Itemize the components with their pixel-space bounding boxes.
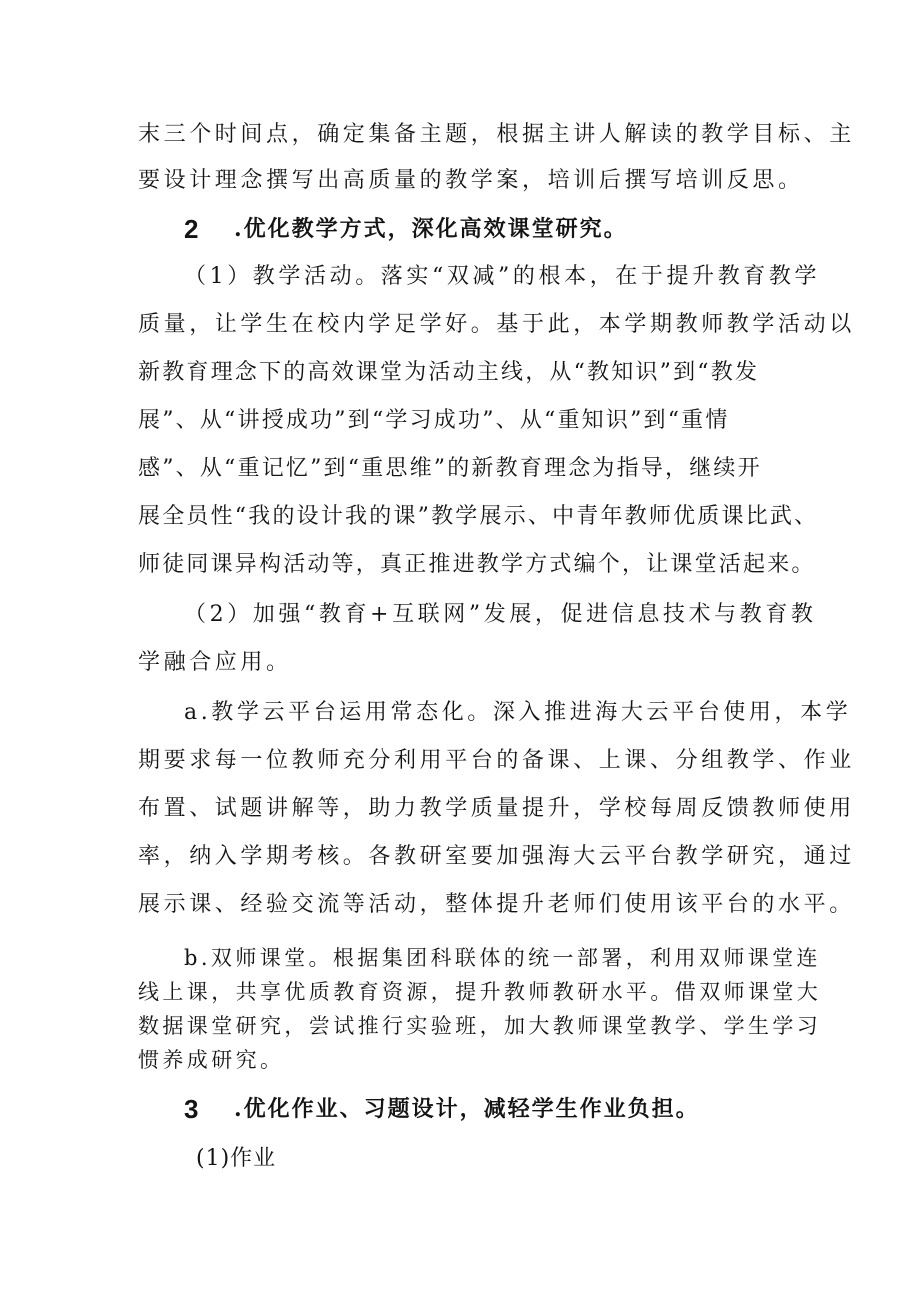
section-number: 3 (184, 1094, 201, 1124)
paragraph-line: 质量，让学生在校内学足学好。基于此，本学期教师教学活动以 (138, 312, 855, 337)
paragraph-line: 期要求每一位教师充分利用平台的备课、上课、分组教学、作业 (138, 748, 855, 773)
paragraph-line: 展示课、经验交流等活动，整体提升老师们使用该平台的水平。 (138, 892, 855, 917)
paragraph-line: 学融合应用。 (138, 650, 292, 675)
section-title: .优化教学方式，深化高效课堂研究。 (234, 216, 628, 242)
paragraph-line: 末三个时间点，确定集备主题，根据主讲人解读的教学目标、主 (138, 122, 855, 147)
section-number: 2 (184, 214, 201, 244)
section-heading-2 (0, 214, 920, 244)
paragraph-line: （2）加强“教育+互联网”发展，促进信息技术与教育教 (184, 602, 817, 627)
paragraph-line: 展全员性“我的设计我的课”教学展示、中青年教师优质课比武、 (138, 504, 819, 529)
paragraph-line: a.教学云平台运用常态化。深入推进海大云平台使用，本学 (184, 700, 852, 725)
paragraph-line: 感”、从“重记忆”到“重思维”的新教育理念为指导，继续开 (138, 456, 762, 481)
paragraph-line: b.双师课堂。根据集团科联体的统一部署，利用双师课堂连 (184, 946, 821, 970)
paragraph-line: 展”、从“讲授成功”到“学习成功”、从“重知识”到“重情 (138, 408, 730, 433)
section-title: .优化作业、习题设计，减轻学生作业负担。 (234, 1096, 700, 1122)
paragraph-line: 新教育理念下的高效课堂为活动主线，从“教知识”到“教发 (138, 360, 760, 385)
section-heading-3 (0, 1094, 920, 1124)
paragraph-line: 师徒同课异构活动等，真正推进教学方式编个，让课堂活起来。 (138, 552, 816, 577)
paragraph-line: 数据课堂研究，尝试推行实验班，加大教师课堂教学、学生学习 (138, 1014, 822, 1038)
paragraph-line: 布置、试题讲解等，助力教学质量提升，学校每周反馈教师使用 (138, 796, 855, 821)
subheading: (1)作业 (196, 1146, 277, 1171)
paragraph-line: 率，纳入学期考核。各教研室要加强海大云平台教学研究，通过 (138, 844, 855, 869)
paragraph-line: 要设计理念撰写出高质量的教学案，培训后撰写培训反思。 (138, 168, 804, 193)
paragraph-line: （1）教学活动。落实“双减”的根本，在于提升教育教学 (184, 264, 821, 289)
paragraph-line: 线上课，共享优质教育资源，提升教师教研水平。借双师课堂大 (138, 980, 822, 1004)
paragraph-line: 惯养成研究。 (138, 1048, 285, 1072)
